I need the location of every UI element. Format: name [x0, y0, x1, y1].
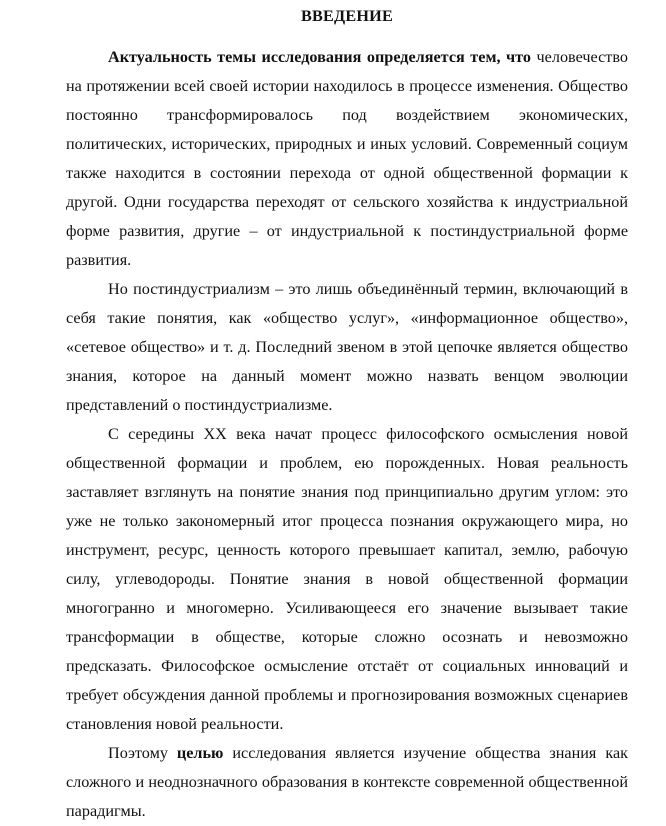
paragraph-goal [66, 739, 628, 826]
goal-before: Поэтому [108, 744, 177, 762]
paragraph-relevance [66, 43, 628, 275]
paragraph-postindustrialism [66, 275, 628, 420]
section-heading: ВВЕДЕНИЕ [301, 7, 393, 25]
philosophical-text: С середины XX века начат процесс философского осмысления новой общественной формации и проблем, ею порожденных. Новая реальность заставляет взглянуть на понятие знания под принципиально другим углом: это уже не только закономерный итог процесса познания окружающего мира, но инструмент, ресурс, ценность которого превышает капитал, землю, рабочую силу, углеводороды. Понятие знания в новой общественной формации многогранно и многомерно. Усиливающееся его значение вызывает такие трансформации в обществе, которые сложно осознать и невозможно предсказать. Философское осмысление отстаёт от социальных инноваций и требует обсуждения данной проблемы и прогнозирования возможных сценариев становления новой реальности. [66, 425, 628, 733]
paragraph-philosophical [66, 420, 628, 739]
goal-bold: целью [176, 744, 224, 762]
relevance-lead: Актуальность темы исследования определяется тем, что [108, 48, 532, 66]
document-page [66, 0, 628, 826]
goal-after: исследования является изучение общества знания как сложного и неоднозначного образования в контексте современной общественной парадигмы. [66, 744, 628, 820]
relevance-text: человечество на протяжении всей своей истории находилось в процессе изменения. Общество постоянно трансформировалось под воздействием экономических, политических, исторических, природных и иных условий. Современный социум также находится в состоянии перехода от одной общественной формации к другой. Одни государства переходят от сельского хозяйства к индустриальной форме развития, другие – от индустриальной к постиндустриальной форме развития. [66, 48, 628, 269]
postindustrialism-text: Но постиндустриализм – это лишь объединённый термин, включающий в себя такие понятия, как «общество услуг», «информационное общество», «сетевое общество» и т. д. Последний звеном в этой цепочке является общество знания, которое на данный момент можно назвать венцом эволюции представлений о постиндустриализме. [66, 280, 628, 414]
